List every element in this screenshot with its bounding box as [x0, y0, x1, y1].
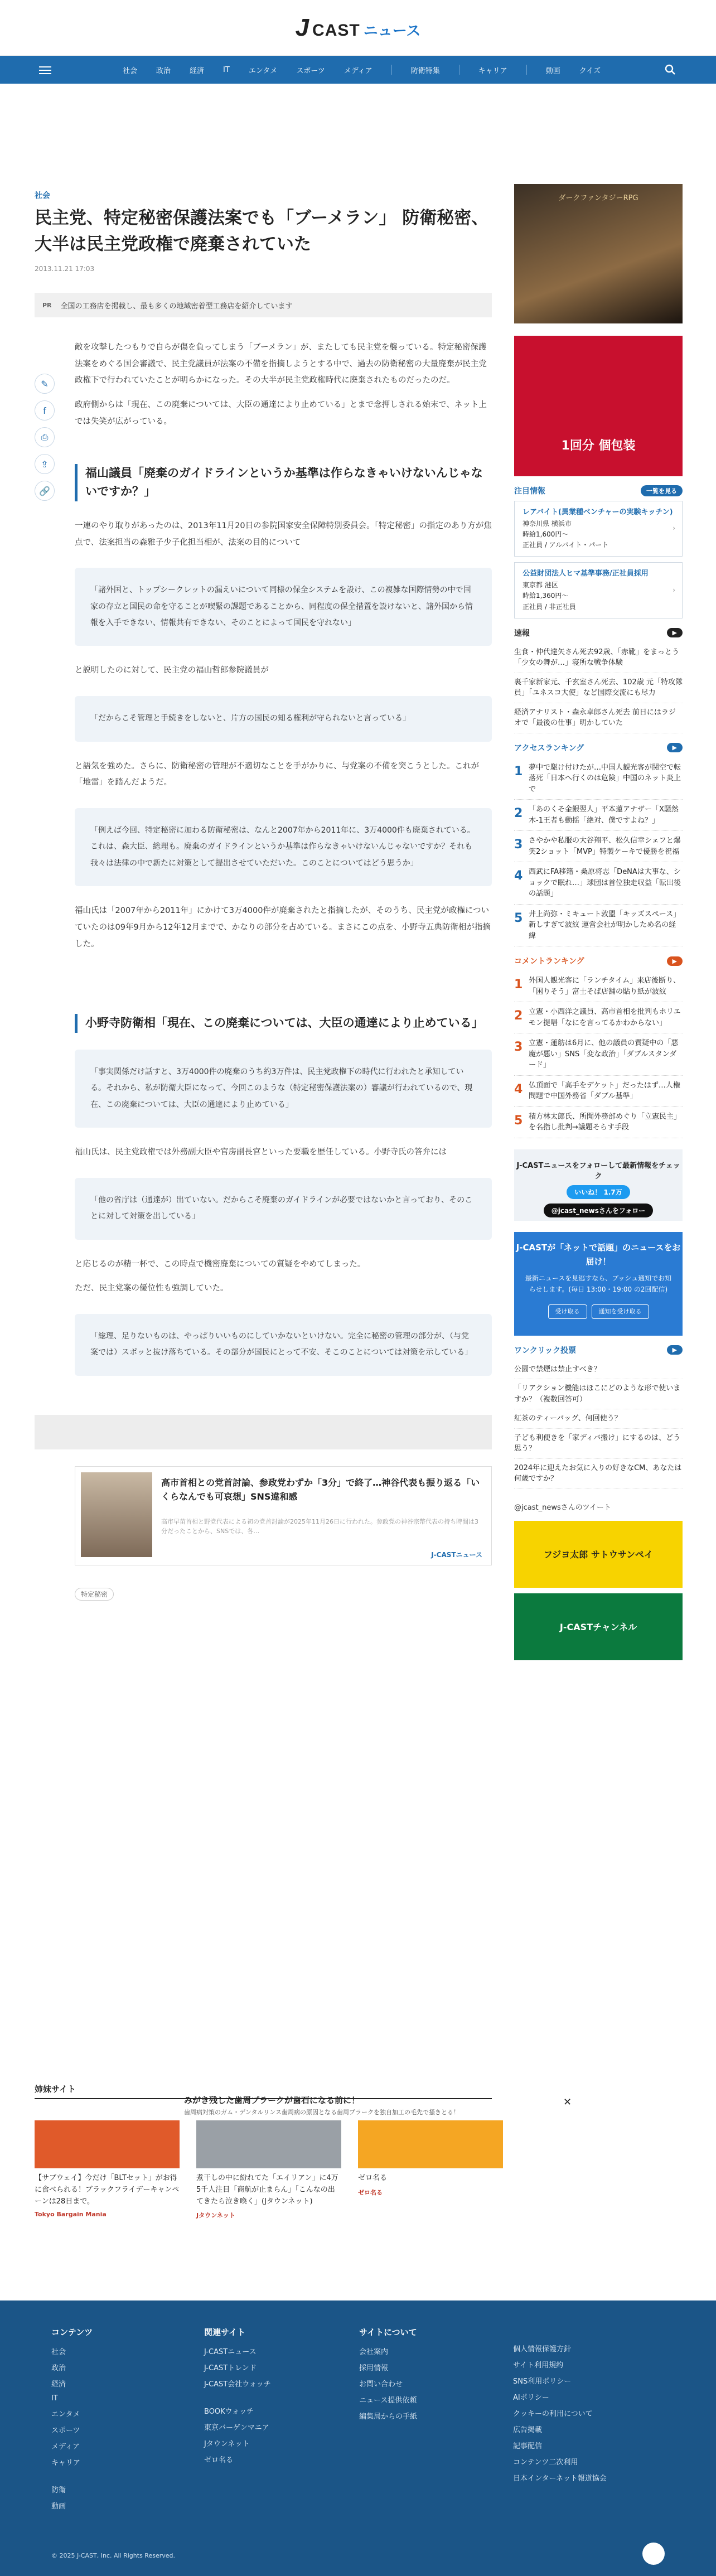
comment-ranking-item[interactable] [514, 1076, 683, 1107]
quiz-more-button[interactable]: ▶ [667, 1345, 683, 1355]
footer-link[interactable]: Jタウンネット [204, 2440, 250, 2448]
footer-link[interactable]: クッキーの利用について [513, 2410, 593, 2418]
news-heading: 速報 [514, 629, 530, 638]
footer-link[interactable]: コンテンツ二次利用 [513, 2458, 578, 2467]
footer-col-about [359, 2326, 417, 2427]
sister-card[interactable] [35, 2120, 180, 2220]
nav-separator [391, 65, 392, 75]
comment-ranking-item[interactable] [514, 1107, 683, 1138]
paragraph: と語気を強めた。さらに、防衛秘密の管理が不適切なことを手がかりに、与党案の不備を突こうとした。これが「地雷」を踏んだようだ。 [75, 761, 479, 787]
logo-j: J [295, 13, 309, 41]
sister-card-brand: Jタウンネット [196, 2212, 235, 2220]
nav-items [123, 56, 655, 84]
sister-ad-sub: 歯周病対策のガム・デンタルリンス歯周病の原因となる歯周プラークを独自加工の毛先で掻きとる！ [184, 2109, 460, 2116]
footer-link[interactable]: スポーツ [51, 2427, 80, 2435]
rank-number: 3 [514, 1040, 523, 1055]
nav-item[interactable]: 動画 [545, 66, 560, 75]
rich-ad-text: 1回分 個包装 [561, 439, 636, 453]
quiz-list [514, 1360, 683, 1489]
nav-item[interactable]: スポーツ [296, 66, 325, 75]
job-title: 公益財団法人ヒマ基準事務/正社員採用 [523, 569, 649, 578]
jcast-footer-logo[interactable] [642, 2543, 665, 2565]
ranking-text: 西武にFA移籍・桑原将志「DeNAは大事な、ショックで眠れ…」球団は首位独走収益「転出後の話題」 [529, 868, 681, 898]
push-accept-button[interactable]: 受け取る [548, 1304, 587, 1320]
nav-item[interactable]: クイズ [579, 66, 601, 75]
related-article-card[interactable] [75, 1466, 492, 1565]
footer-link[interactable]: 経済 [51, 2380, 66, 2389]
ranking-item[interactable] [514, 800, 683, 831]
footer-link[interactable]: 編集局からの手紙 [359, 2413, 418, 2421]
access-ranking [514, 758, 683, 947]
quiz-item[interactable]: 紅茶のティーバッグ、何回使う？ [514, 1409, 683, 1429]
ranking-item[interactable] [514, 862, 683, 905]
related-title: 高市首相との党首討論、参政党わずか「3分」で終了…神谷代表も振り返る「いくらなんでも可哀想」SNS違和感 [161, 1477, 480, 1502]
pr-banner[interactable] [35, 293, 492, 317]
channel-banner[interactable] [514, 1593, 683, 1660]
footer-link[interactable]: AIポリシー [513, 2394, 549, 2402]
footer-link[interactable]: ニュース提供依頼 [359, 2396, 417, 2405]
quiz-item[interactable]: 2024年に迎えたお気に入りの好きなCM、あなたは何歳ですか？ [514, 1459, 683, 1489]
footer-link[interactable]: BOOKウォッチ [204, 2408, 254, 2416]
ranking-text: 外国人観光客に「ランチタイム」来店後断り、「困りそう」富士そば店舗の貼り紙が波紋 [529, 977, 681, 996]
logo-news: ニュース [363, 22, 421, 39]
paragraph: 一連のやり取りがあったのは、2013年11月20日の参院国家安全保障特別委員会。「特定秘密」の指定のあり方が焦点で、法案担当の森雅子少子化担当相が、法案の目的について [75, 521, 492, 547]
push-subscribe-button[interactable]: 通知を受け取る [592, 1304, 649, 1320]
comment-more-button[interactable]: ▶ [667, 956, 683, 966]
comment-ranking-item[interactable] [514, 1033, 683, 1076]
sister-card-text: ゼロ名る [358, 2174, 388, 2182]
access-heading: アクセスランキング [514, 743, 584, 753]
footer-links [359, 2346, 417, 2421]
twitter-label[interactable]: @jcast_newsさんのツイート [514, 1503, 611, 1512]
fujiyo-banner-text: フジヨ太郎 サトウサンペイ [543, 1549, 654, 1560]
footer-link[interactable]: エンタメ [51, 2410, 80, 2419]
close-icon[interactable]: ✕ [563, 2096, 572, 2108]
ranking-text: 井上尚弥・ミキュート敦盟「キッズスペース」新しすぎて波紋 運営会社が明かしため名の経緯 [529, 910, 681, 940]
quiz-header [514, 1345, 683, 1356]
jobs-header [514, 485, 683, 496]
lead-paragraph: 敵を攻撃したつもりで自らが傷を負ってしまう「ブーメラン」が、またしても民主党を襲っている。特定秘密保護法案をめぐる国会審議で、民主党議員が法案の不備を指摘しようとする中で、過去の防衛秘密の大量廃棄が民主党政権下で行われていたことが明らかになった。その大半が民主党政権時代に廃棄されたものだったのだ。 [75, 343, 487, 385]
paragraph: と応じるのが精一杯で、この時点で機密廃棄についての質疑をやめてしまった。 [75, 1259, 366, 1269]
job-place: 神奈川県 横浜市 [523, 519, 572, 528]
footer-col-related [204, 2326, 271, 2470]
nav-item[interactable]: 社会 [123, 66, 138, 75]
news-more-button[interactable]: ▶ [667, 628, 683, 637]
news-header [514, 627, 683, 639]
facebook-like-button[interactable]: いいね！ 1.7万 [567, 1185, 630, 1199]
nav-item[interactable]: メディア [344, 66, 372, 75]
footer-heading: 関連サイト [204, 2327, 245, 2337]
job-card[interactable] [514, 562, 683, 618]
jobs-more-button[interactable]: 一覧を見る [641, 485, 683, 496]
print-icon[interactable]: ⎙ [35, 427, 55, 447]
ranking-item[interactable] [514, 831, 683, 862]
rank-number: 5 [514, 911, 523, 925]
access-more-button[interactable]: ▶ [667, 743, 683, 752]
footer-link[interactable]: 東京バーゲンマニア [204, 2424, 269, 2432]
sister-card-brand: Tokyo Bargain Mania [35, 2211, 107, 2219]
footer-link[interactable]: SNS利用ポリシー [513, 2377, 572, 2386]
sister-card-image [196, 2120, 341, 2168]
logo-cast: CAST [312, 21, 360, 40]
breaking-news-list [514, 643, 683, 733]
ranking-text: 立憲・小西洋之議員、高市首相を批判もホリエモン提唱「なにを言ってるかわからない」 [529, 1008, 681, 1027]
pr-tag: PR [42, 301, 52, 309]
sister-card-text: 【サブウェイ】今だけ「BLTセット」がお得に食べられる！ブラックフライデーキャンペーンは28日まで。 [35, 2174, 180, 2206]
ranking-item[interactable] [514, 905, 683, 947]
section-heading: 福山議員「廃棄のガイドラインというか基準は作らなきゃいけないんじゃないですか？」 [75, 464, 492, 501]
site-header [0, 0, 716, 56]
hamburger-menu-icon[interactable] [39, 64, 51, 75]
ranking-item[interactable] [514, 758, 683, 800]
related-summary: 高市早苗首相と野党代表による初の党首討論が2025年11月26日に行われた。参政党の神谷宗幣代表の持ち時間は3分だったことから、SNSでは、各… [161, 1517, 478, 1535]
access-header [514, 742, 683, 753]
rank-number: 1 [514, 978, 523, 992]
quiz-heading: ワンクリック投票 [514, 1346, 577, 1355]
job-pay: 時給1,360円〜 [523, 592, 569, 600]
game-ad-title: ダークファンタジーRPG [558, 194, 638, 202]
share-bar [35, 374, 62, 508]
news-item[interactable]: 生食・仲代達矢さん死去92歳、「赤靴」をまっとう「少女の舞が…」寝所な戦争体験 [514, 643, 683, 673]
nav-item[interactable]: IT [223, 65, 230, 74]
article-category[interactable]: 社会 [35, 191, 50, 200]
quote-block: 「事実関係だけ話すと、3万4000件の廃棄のうち約3万件は、民主党政権下の時代に行われたと承知している。それから、私が防衛大臣になって、今回このような（特定秘密保護法案の）審議が行われているので、現在、この廃棄については、大臣の通達により止めている」 [75, 1050, 492, 1128]
footer-link[interactable] [204, 2394, 271, 2400]
x-follow-button[interactable]: @jcast_newsさんをフォロー [544, 1204, 654, 1217]
quiz-item[interactable]: 「リアクション機能はほこにどのような形で使いますか？（複数回答可） [514, 1379, 683, 1409]
rank-number: 5 [514, 1113, 523, 1128]
quote-block: 「だからこそ管理と手続きをしないと、片方の国民の知る権利が守られないと言っている」 [75, 696, 492, 741]
game-ad[interactable] [514, 184, 683, 323]
sister-card[interactable] [358, 2120, 503, 2220]
copyright: © 2025 J-CAST, Inc. All Rights Reserved. [51, 2552, 175, 2559]
nav-item[interactable]: 経済 [190, 66, 205, 75]
quiz-item[interactable]: 子ども利便きを「家ディバ搬け」にするのは、どう思う？ [514, 1429, 683, 1459]
comment-icon[interactable]: ✎ [35, 374, 55, 394]
nav-item[interactable]: エンタメ [248, 66, 278, 75]
paragraph: 福山氏は「2007年から2011年」にかけて3万4000件が廃棄されたと指摘したが、そのうち、民主党が政権についていたのは09年9月から12年12月までで、かなりの部分を占めている。まさにこの点を、小野寺五典防衛相が指摘した。 [75, 906, 491, 949]
job-place: 東京都 港区 [523, 581, 558, 589]
job-pay: 時給1,600円〜 [523, 530, 569, 538]
footer-link[interactable]: J-CASTニュース [204, 2348, 257, 2356]
sister-cards [35, 2120, 572, 2220]
footer-link[interactable]: 日本インターネット報道協会 [513, 2474, 607, 2483]
footer-links [51, 2346, 93, 2511]
ad-placeholder [35, 1415, 492, 1449]
footer-link[interactable]: サイト利用規約 [513, 2361, 564, 2370]
ranking-text: 夢中で駆け付けたが…中国人観光客が関空で転落死「日本へ行くのは危険」中国のネット炎上で [529, 763, 681, 794]
paragraph: ただ、民主党案の優位性も強調していた。 [75, 1284, 229, 1293]
jobs-list [514, 501, 683, 618]
site-footer [0, 2300, 716, 2576]
job-title: レアバイト(異業種ベンチャーの実験キッチン) [523, 508, 673, 516]
follow-title: J-CASTニュースをフォローして最新情報をチェック [516, 1161, 680, 1181]
section-heading: 小野寺防衛相「現在、この廃棄については、大臣の通達により止めている」 [75, 1014, 492, 1033]
channel-banner-text: J-CASTチャンネル [559, 1622, 637, 1633]
search-icon[interactable] [665, 64, 676, 75]
paragraph: 政府側からは「現在、この廃棄については、大臣の通達により止めている」とまで念押しされる始末で、ネット上では失笑が広がっている。 [75, 400, 487, 426]
nav-item[interactable]: 政治 [156, 66, 171, 75]
jcast-logo[interactable] [296, 14, 421, 42]
quote-block: 「例えば今回、特定秘密に加わる防衛秘密は、なんと2007年から2011年に、3万4000件も廃棄されている。これは、森大臣、総理も。廃棄のガイドラインというか基準は作らなきゃいけないんじゃないですか？それも我々は法律の中で新たに対策として提出させていただいた。このことについてはどう思うか」 [75, 808, 492, 886]
footer-link[interactable]: メディア [51, 2443, 80, 2451]
footer-link[interactable]: 社会 [51, 2348, 66, 2356]
nav-item[interactable]: キャリア [478, 66, 507, 75]
footer-link[interactable]: お問い合わせ [359, 2380, 403, 2389]
article-tag[interactable]: 特定秘密 [75, 1588, 114, 1601]
rank-number: 2 [514, 1009, 523, 1023]
sister-card-image [35, 2120, 180, 2168]
footer-link[interactable]: 会社案内 [359, 2348, 389, 2356]
chevron-right-icon: › [673, 586, 675, 594]
rank-number: 2 [514, 806, 523, 821]
rank-number: 1 [514, 764, 523, 779]
footer-link[interactable]: キャリア [51, 2459, 81, 2467]
comment-ranking-item[interactable] [514, 971, 683, 1002]
rank-number: 3 [514, 838, 523, 852]
push-body: 最新ニュースを見逃すなら、プッシュ通知でお知らせします。(毎日 13:00・19:00 の2回配信) [525, 1274, 672, 1294]
pr-text: 全国の工務店を掲載し、最も多くの地域密着型工務店を紹介しています [60, 302, 293, 311]
paragraph: 福山氏は、民主党政権では外務副大臣や官房副長官といった要職を歴任している。小野寺氏の答弁には [75, 1148, 447, 1157]
footer-link[interactable]: J-CAST会社ウォッチ [204, 2380, 271, 2389]
ranking-text: 立憲・蓮舫は6月に、他の議員の質疑中の「悪魔が悪い」SNS「変な政治」「ダブルスタンダード」 [529, 1039, 679, 1070]
footer-link[interactable]: 広告掲載 [513, 2426, 543, 2434]
facebook-icon[interactable]: f [35, 400, 55, 421]
sister-ad-title[interactable]: みがき残した歯周プラークが歯石になる前に！ [184, 2095, 360, 2105]
nav-separator [526, 65, 527, 75]
footer-heading: サイトについて [359, 2327, 417, 2337]
sister-card[interactable] [196, 2120, 341, 2220]
footer-link[interactable]: 個人情報保護方針 [513, 2345, 572, 2353]
article-body [75, 340, 492, 1376]
job-card[interactable] [514, 501, 683, 557]
rank-number: 4 [514, 1082, 523, 1096]
footer-col-policy [513, 2343, 607, 2488]
footer-links [204, 2346, 271, 2464]
share-icon[interactable]: ⇪ [35, 454, 55, 474]
footer-link[interactable]: J-CASTトレンド [204, 2364, 257, 2372]
article-date: 2013.11.21 17:03 [35, 265, 95, 273]
main-nav [0, 56, 716, 84]
news-item[interactable]: 裏千家新家元、千玄室さん死去、102歳 元「特攻隊員」「ユネスコ大使」など国際交流にも尽力 [514, 673, 683, 703]
chevron-right-icon: › [673, 524, 675, 533]
push-title: J-CASTが「ネットで話題」のニュースをお届け！ [516, 1242, 681, 1267]
ranking-text: 積方林太郎氏、所聞外務部めぐり「立憲民主」を名指し批判→議題そらす手段 [529, 1112, 681, 1132]
footer-col-contents [51, 2326, 93, 2516]
footer-link[interactable]: 記事配信 [513, 2442, 543, 2451]
related-thumbnail [81, 1472, 152, 1557]
comment-ranking-item[interactable] [514, 1002, 683, 1033]
sister-card-brand: ゼロ名る [358, 2188, 383, 2196]
article-main [35, 190, 492, 1601]
sister-card-text: 煮干しの中に紛れてた「エイリアン」に4万5千人注目「商航が止まらん」「こんなの出てきたら泣き喚く」(Jタウンネット) [196, 2174, 338, 2206]
job-note: 正社員 / 非正社員 [523, 602, 576, 611]
ranking-text: 「あのくそ金銀翌人」平本蓮アナザー「X騒然 木-1王者も動揺「絶対、僕ですよね？」 [529, 805, 679, 825]
job-note: 正社員 / アルバイト・パート [523, 541, 609, 549]
quiz-item[interactable]: 公園で禁煙は禁止すべき？ [514, 1360, 683, 1380]
comment-heading: コメントランキング [514, 957, 584, 966]
comment-ranking [514, 971, 683, 1138]
nav-item[interactable]: 防衛特集 [410, 66, 440, 75]
related-source: J-CASTニュース [431, 1550, 482, 1559]
quote-block: 「総理、足りないものは、やっぱりいいものにしていかないといけない。完全に秘密の管理の部分が、（与党案では）スポッと抜け落ちている。その部分が国民にとって不安、そこのことについては対策を示している」 [75, 1314, 492, 1376]
sister-heading: 姉妹サイト [35, 2083, 492, 2099]
article-title: 民主党、特定秘密保護法案でも「ブーメラン」 防衛秘密、大半は民主党政権で廃棄されていた [35, 208, 489, 254]
footer-link[interactable]: 政治 [51, 2364, 66, 2372]
footer-link[interactable]: 採用情報 [359, 2364, 389, 2372]
rank-number: 4 [514, 869, 523, 883]
follow-box [514, 1149, 683, 1221]
push-notification-box [514, 1232, 683, 1336]
sister-sites [35, 2083, 572, 2220]
footer-link[interactable]: ゼロ名る [204, 2456, 234, 2464]
ranking-text: さやかや私服の大谷翔平、松久信幸シェフと爆笑2ショット「MVP」特製ケーキで優勝を祝福 [529, 837, 681, 856]
fujiyo-banner[interactable] [514, 1521, 683, 1588]
jobs-heading: 注目情報 [514, 487, 545, 496]
sidebar [514, 184, 683, 1660]
sister-card-image [358, 2120, 503, 2168]
link-icon[interactable]: 🔗 [35, 481, 55, 501]
footer-links [513, 2343, 607, 2483]
footer-link[interactable] [51, 2473, 93, 2478]
news-item[interactable]: 経済アナリスト・森永卓郎さん死去 前日にはラジオで「最後の仕事」明かしていた [514, 703, 683, 733]
quote-block: 「諸外国と、トップシークレットの漏えいについて同様の保全システムを設け、この複雑な国際情勢の中で国家の存立と国民の命を守ることが喫緊の課題であることから、同程度の保全措置を設けないと、諸外国から情報を入手できない、情報共有できない、そのことによって国民を守れない」 [75, 568, 492, 646]
footer-link[interactable]: 防衛 [51, 2486, 66, 2495]
comment-header [514, 955, 683, 966]
rich-ad[interactable] [514, 336, 683, 476]
ranking-text: 仏頂面で「高手をデケット」だったはず…人権問題で中国外務省「ダブル基準」 [529, 1081, 680, 1101]
quote-block: 「他の省庁は（通達が）出ていない。だからこそ廃棄のガイドラインが必要ではないかと言っており、そのことに対して対策を出している」 [75, 1178, 492, 1240]
footer-heading: コンテンツ [51, 2327, 93, 2337]
paragraph: と説明したのに対して、民主党の福山哲郎参院議員が [75, 666, 269, 675]
footer-link[interactable]: IT [51, 2394, 58, 2403]
footer-link[interactable]: 動画 [51, 2502, 66, 2511]
